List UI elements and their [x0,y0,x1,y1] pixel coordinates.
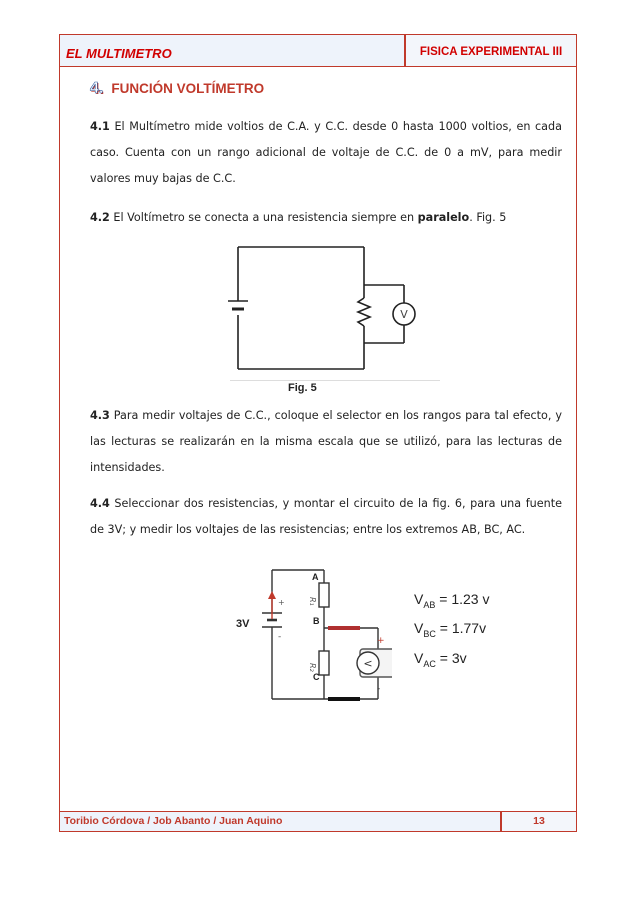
voltmeter-symbol: V [400,308,408,321]
section-heading: FUNCIÓN VOLTÍMETRO [111,81,265,96]
figure-underline [230,380,440,381]
source-plus: + [278,598,285,607]
header-title: EL MULTIMETRO [59,34,405,67]
paragraph-bold-word: paralelo [417,211,470,224]
section-title [90,80,264,98]
result-symbol: V [414,620,424,636]
node-a-label: A [312,572,319,582]
resistor-r1-label: R₁ [308,597,317,606]
result-symbol: V [414,591,424,607]
source-voltage-label: 3V [236,618,250,630]
paragraph-4-4 [90,491,562,543]
meter-minus: - [377,684,381,694]
paragraph-4-3 [90,403,562,481]
result-value: = 1.77v [435,620,487,636]
result-vab [414,591,489,610]
paragraph-text: Para medir voltajes de C.C., coloque el selector en los rangos para tal efecto, y las lecturas se realizarán en la misma escala que se utilizó, para las lecturas de intensidades. [90,409,562,474]
paragraph-number: 4.4 [90,497,110,510]
paragraph-text: El Voltímetro se conecta a una resistencia siempre en [109,211,418,224]
footer-authors: Toribio Córdova / Job Abanto / Juan Aquino [59,811,501,832]
voltmeter-symbol: < [363,657,373,670]
meter-plus: + [377,636,385,646]
paragraph-4-1 [90,114,562,192]
result-subscript: AC [423,658,436,669]
paragraph-number: 4.3 [90,409,110,422]
result-value: = 3v [435,650,467,666]
paragraph-text: El Multímetro mide voltios de C.A. y C.C. desde 0 hasta 1000 voltios, en cada caso. Cuenta con un rango adicional de voltaje de C.C. de 0 a mV, para medir valores muy bajas de C.C. [90,120,562,185]
result-symbol: V [414,650,424,666]
header-course: FISICA EXPERIMENTAL III [405,34,577,67]
result-value: = 1.23 v [435,591,490,607]
section-number: 4. [90,80,104,97]
figure-5-circuit [228,243,440,381]
paragraph-number: 4.1 [90,120,110,133]
paragraph-text: Seleccionar dos resistencias, y montar el circuito de la fig. 6, para una fuente de 3V; y medir los voltajes de las resistencias; entre los extremos AB, BC, AC. [90,497,562,536]
paragraph-text-end: . Fig. 5 [469,211,507,224]
paragraph-4-2 [90,205,562,231]
figure-6-circuit [232,567,392,707]
result-subscript: BC [423,628,436,639]
footer-page-number: 13 [501,811,577,832]
node-b-label: B [313,616,320,626]
result-subscript: AB [423,599,436,610]
resistor-r2-label: R₂ [308,663,317,672]
source-minus: - [278,632,282,642]
paragraph-number: 4.2 [90,211,110,224]
result-vac [414,650,467,669]
result-vbc [414,620,486,639]
figure-5-caption: Fig. 5 [288,382,317,394]
node-c-label: C [313,672,320,682]
